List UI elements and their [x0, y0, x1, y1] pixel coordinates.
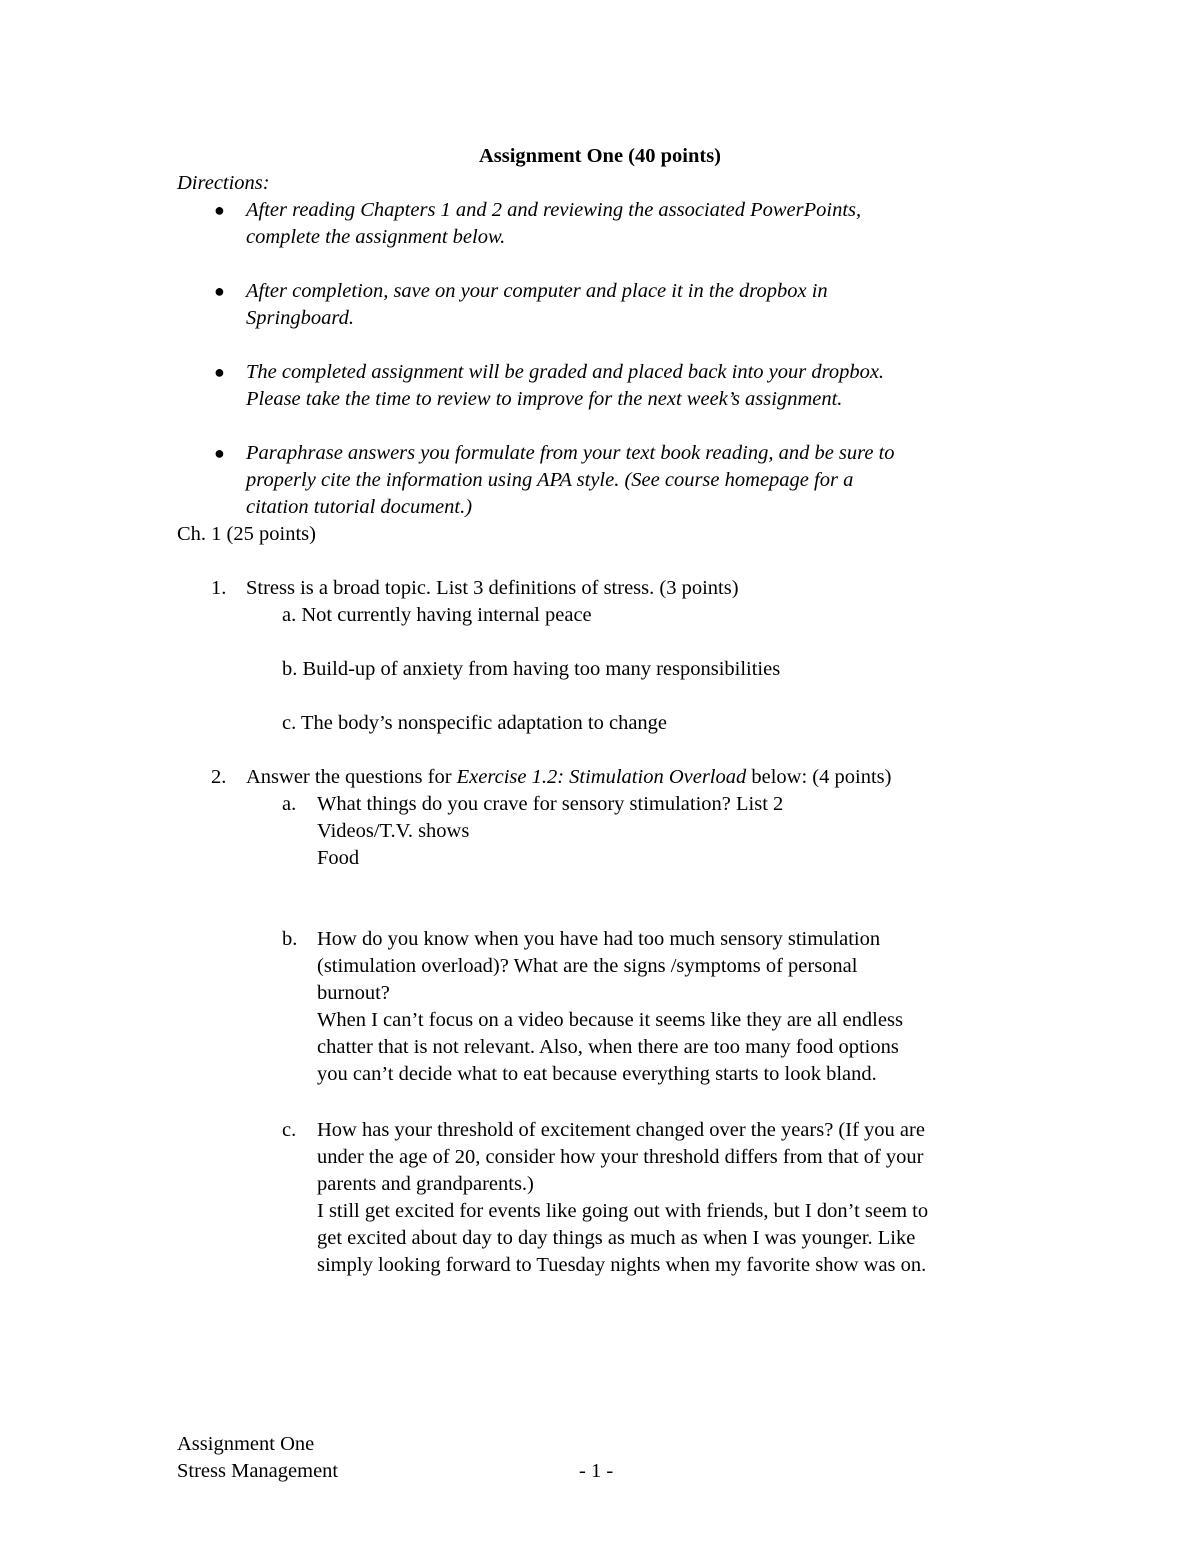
answer-line: a. Not currently having internal peace: [282, 604, 592, 626]
bullet-icon: ●: [214, 362, 225, 382]
question-number: 2.: [211, 766, 227, 788]
question-number: 1.: [211, 577, 227, 599]
directions-item: [214, 359, 1026, 413]
directions-item: [214, 197, 1026, 251]
subquestion-text: burnout?: [317, 982, 390, 1004]
subquestion: [317, 791, 1037, 872]
directions-item: [214, 278, 1026, 332]
subquestion-text: How do you know when you have had too much sensory stimulation: [317, 928, 881, 950]
answer-line: c. The body’s nonspecific adaptation to change: [282, 712, 668, 734]
directions-label: Directions:: [177, 172, 270, 194]
bullet-icon: ●: [214, 200, 225, 220]
bullet-icon: ●: [214, 443, 225, 463]
subquestion-letter: c.: [282, 1119, 297, 1141]
answer-line: I still get excited for events like going out with friends, but I don’t seem to: [317, 1200, 929, 1222]
directions-line: Springboard.: [246, 307, 355, 329]
subquestion: [317, 1117, 1037, 1279]
answer-line: chatter that is not relevant. Also, when there are too many food options: [317, 1036, 899, 1058]
subquestion: [317, 926, 1037, 1088]
directions-item: [214, 440, 1026, 521]
directions-line: Please take the time to review to improve for the next week’s assignment.: [246, 388, 843, 410]
subquestion-text: (stimulation overload)? What are the signs /symptoms of personal: [317, 955, 858, 977]
subquestion-letter: a.: [282, 793, 297, 815]
bullet-icon: ●: [214, 281, 225, 301]
chapter-heading: Ch. 1 (25 points): [177, 523, 316, 545]
answer-line: When I can’t focus on a video because it seems like they are all endless: [317, 1009, 903, 1031]
directions-line: The completed assignment will be graded and placed back into your dropbox.: [246, 361, 885, 383]
answer-line: simply looking forward to Tuesday nights when my favorite show was on.: [317, 1254, 927, 1276]
directions-line: After completion, save on your computer and place it in the dropbox in: [246, 280, 828, 302]
directions-line: After reading Chapters 1 and 2 and reviewing the associated PowerPoints,: [246, 199, 862, 221]
question-text: [246, 764, 1046, 791]
subquestion-text: What things do you crave for sensory stimulation? List 2: [317, 793, 784, 815]
footer-course: Stress Management: [177, 1460, 339, 1482]
directions-line: Paraphrase answers you formulate from your text book reading, and be sure to: [246, 442, 895, 464]
answer-line: you can’t decide what to eat because everything starts to look bland.: [317, 1063, 877, 1085]
question-text-end: below: (4 points): [746, 766, 892, 788]
subquestion-text: parents and grandparents.): [317, 1173, 534, 1195]
answer-line: get excited about day to day things as much as when I was younger. Like: [317, 1227, 916, 1249]
directions-line: complete the assignment below.: [246, 226, 506, 248]
exercise-title: Exercise 1.2: Stimulation Overload: [456, 766, 747, 788]
subquestion-letter: b.: [282, 928, 298, 950]
question-text-start: Answer the questions for: [246, 766, 457, 788]
answer-line: Videos/T.V. shows: [317, 820, 470, 842]
footer-title: Assignment One: [177, 1433, 315, 1455]
subquestion-text: under the age of 20, consider how your threshold differs from that of your: [317, 1146, 924, 1168]
subquestion-text: How has your threshold of excitement changed over the years? (If you are: [317, 1119, 925, 1141]
directions-line: properly cite the information using APA style. (See course homepage for a: [246, 469, 854, 491]
page-number: - 1 -: [579, 1460, 614, 1482]
question-text: Stress is a broad topic. List 3 definitions of stress. (3 points): [246, 577, 739, 599]
answer-line: Food: [317, 847, 360, 869]
answer-line: b. Build-up of anxiety from having too many responsibilities: [282, 658, 781, 680]
directions-line: citation tutorial document.): [246, 496, 473, 518]
page-title: Assignment One (40 points): [478, 145, 722, 167]
